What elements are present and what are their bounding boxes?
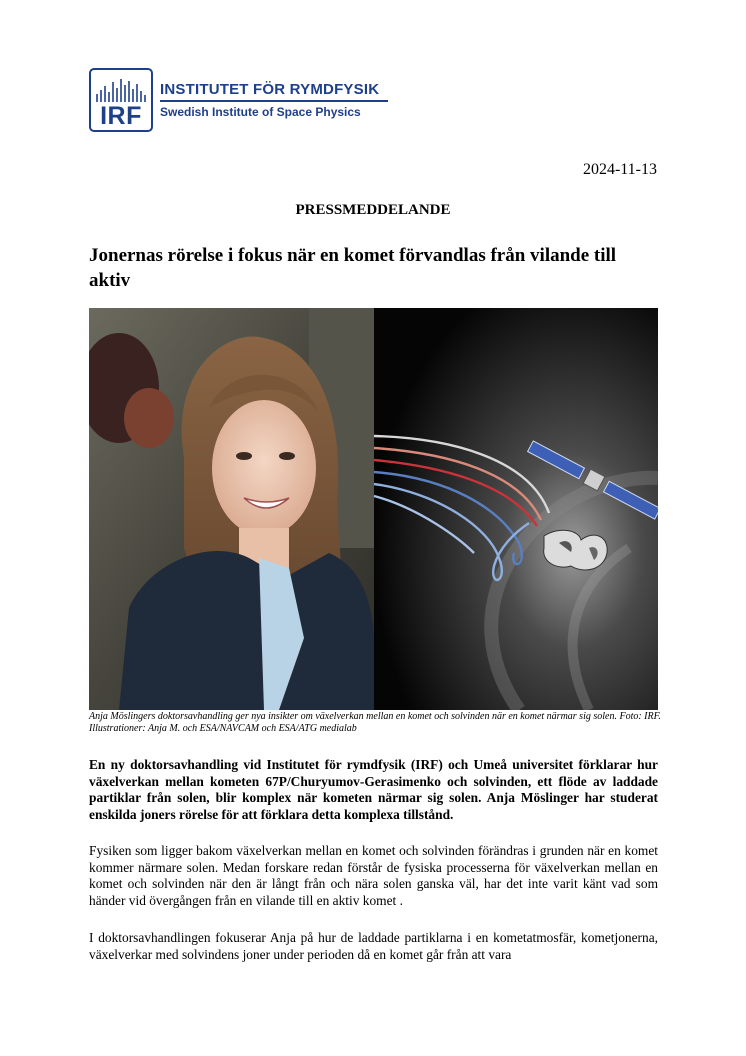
logo-swedish-name: INSTITUTET FÖR RYMDFYSIK bbox=[160, 81, 380, 98]
lead-paragraph: En ny doktorsavhandling vid Institutet för rymdfysik (IRF) och Umeå universitet förklarar hur växelverkan mellan kometen 67P/Churyumov-Gerasimenko och solvinden, ett flöde av laddade partiklar från solen, blir komplex när kometen närmar sig solen. Anja Möslinger har studerat enskilda joners rörelse för att förklara detta komplexa tillstånd. bbox=[89, 757, 658, 822]
portrait-photo bbox=[89, 308, 374, 710]
logo-divider bbox=[160, 100, 388, 102]
body-paragraph-1: Fysiken som ligger bakom växelverkan mellan en komet och solvinden förändras i grunden när en komet kommer närmare solen. Medan forskare redan förstår de fysiska processerna för växelverkan mellan en komet och solvinden när den är långt från och nära solen ganska väl, har det inte varit känt vad som händer vid övergången från en vilande till en aktiv komet . bbox=[89, 843, 658, 908]
release-date: 2024-11-13 bbox=[582, 161, 657, 178]
document-type: PRESSMEDDELANDE bbox=[295, 202, 451, 218]
logo-english-name: Swedish Institute of Space Physics bbox=[160, 105, 361, 119]
headline: Jonernas rörelse i fokus när en komet förvandlas från vilande till aktiv bbox=[89, 245, 617, 291]
irf-logo bbox=[89, 68, 388, 132]
logo-wordmark bbox=[160, 80, 388, 120]
press-image bbox=[89, 308, 658, 710]
irf-logo-mark bbox=[89, 68, 153, 132]
comet-illustration bbox=[374, 308, 658, 710]
signal-waveform-icon bbox=[93, 76, 149, 104]
logo-acronym: IRF bbox=[100, 102, 142, 130]
body-paragraph-2: I doktorsavhandlingen fokuserar Anja på hur de laddade partiklarna i en kometatmosfär, kometjonerna, växelverkar med solvindens joner under perioden då en komet går från att vara bbox=[89, 930, 658, 962]
image-caption: Anja Möslingers doktorsavhandling ger nya insikter om växelverkan mellan en komet och solvinden när en komet närmar sig solen. Foto: IRF. Illustrationer: Anja M. och ESA/NAVCAM och ESA/ATG medialab bbox=[89, 711, 661, 734]
